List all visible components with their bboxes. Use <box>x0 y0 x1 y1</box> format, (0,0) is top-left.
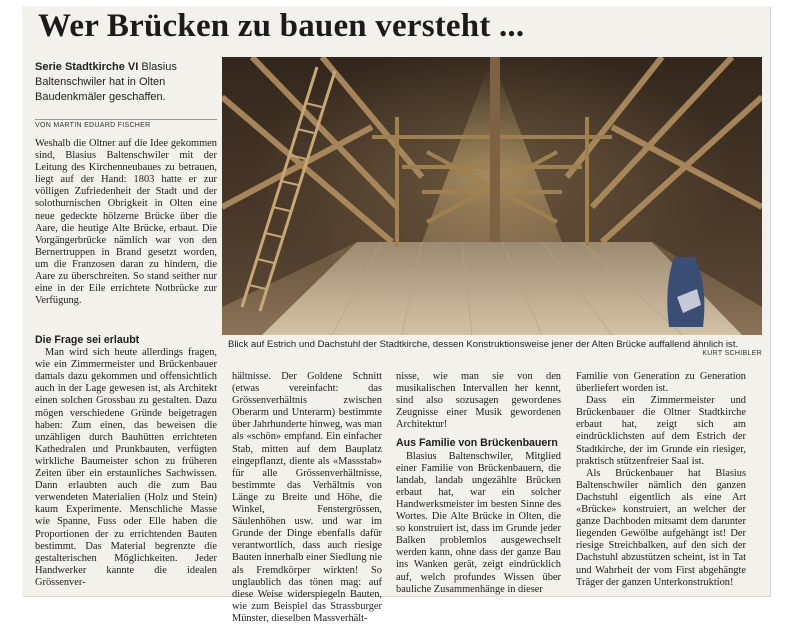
column-2 <box>232 371 382 625</box>
paragraph-intro: Weshalb die Oltner auf die Idee gekommen sind, Blasius Baltenschwiler mit der Leitung des Kirchenneubaues zu betrauen, liegt auf der Hand: 1803 hatte er zur völligen Zufriedenheit der Stadt und der solothurnischen Obrigkeit in Olten eine neue gedeckte hölzerne Brücke über die Aare, die heutige Alte Brücke, erbaut. Die Vorgängerbrücke nämlich war von den Bernertruppen in Brand gesetzt worden, um die Franzosen daran zu hindern, die Aare zu überschreiten. So stand seither nur eine in der Eile errichtete Notbrücke zur Verfügung. <box>35 138 217 307</box>
article-byline: VON MARTIN EDUARD FISCHER <box>35 119 217 129</box>
photo-credit: KURT SCHIBLER <box>702 350 762 357</box>
subhead-frage: Die Frage sei erlaubt <box>35 334 140 346</box>
attic-photo <box>222 57 762 335</box>
paragraph-frage: Man wird sich heute allerdings fragen, wie ein Zimmermeister und Brückenbauer damals dazu gekommen und offensichtlich auch in der Lage gewesen ist, als Architekt einen solchen Grossbau zu gestalten. Dazu mögen verschiedene Gründe beigetragen haben: Zum einen, das beweisen die unzähligen durch Bauhütten errichteten Kathedralen und Prunkbauten, verfügten wirkliche Baumeister schon zu früheren Zeiten über ein erstaunliches Sachwissen. Dann erlaubten auch die zum Bau verwendeten Materialien (Holz und Stein) kaum Experimente. Menschliche Masse wie Spanne, Fuss oder Elle haben die Proportionen der zu errichtenden Bauten bestimmt. Das Material begrenzte die gestalterischen Möglichkeiten. Jeder Handwerker kannte die idealen Grössenver- <box>35 347 217 588</box>
paragraph-familie: Blasius Baltenschwiler, Mitglied einer Familie von Brückenbauern, die landab, landab ungezählte Brücken erbaut hat, war ein solcher Handwerksmeister im besten Sinne des Wortes. Die Alte Brücke in Olten, die so konstruiert ist, dass im Grunde jeder Balken problemlos ausgewechselt werden kann, ohne dass der ganze Bau ins Wanken gerät, zeigt eindrücklich auf, welch profundes Wissen über bauliche Zusammenhänge in dieser <box>396 450 561 595</box>
paragraph-goldener-schnitt: hältnisse. Der Goldene Schnitt (etwas vereinfacht: das Grössenverhältnis zwischen Oberarm und Unterarm) bestimmte über Jahrhunderte hinweg, was man als «schön» empfand. Ein einfacher Stab, mitten auf dem Bauplatz eingepflanzt, diente als «Massstab» für alle Grössenverhältnisse, bestimmte das Verhältnis von Länge zu Breite und Höhe, die Winkel, Fenstergrössen, Säulenhöhen usw. und war im Grunde der Dinge ebenfalls dafür verantwortlich, dass auch riesige Bauten innerhalb einer Siedlung nie als Fremdkörper wirkten! So unglaublich das tönen mag: auf diese Weise widerspiegeln Bauten, wie zum Beispiel das Strassburger Münster, dieselben Massverhält- <box>232 371 382 624</box>
lead-label: Serie Stadtkirche VI <box>35 61 139 73</box>
article-headline: Wer Brücken zu bauen versteht ... <box>38 8 525 44</box>
paragraph-generation: Familie von Generation zu Generation überliefert worden ist. <box>576 371 746 395</box>
column-3 <box>396 371 561 596</box>
paragraph-estrich: Dass ein Zimmermeister und Brückenbauer die Oltner Stadtkirche erbaut hat, zeigt sich am eindrücklichsten auf dem Estrich der Stadtkirche, der im Grunde ein riesiger, praktisch stützenfreier Saal ist. <box>576 395 746 467</box>
lead-text: Blasius Baltenschwiler hat in Olten Baudenkmäler geschaffen. <box>35 61 177 103</box>
paragraph-bruecke: Als Brückenbauer hat Blasius Baltenschwiler nämlich den ganzen Dachstuhl eigentlich als eine Art «Brücke» konstruiert, an welcher der ganze Dachboden mitsamt dem darunter liegenden Gewölbe aufgehängt ist! Der riesige Streichbalken, auf den sich der Dachstuhl abzustützen scheint, ist in Tat und Wahrheit der vom First abgehängte Träger der ganzen Unterkonstruktion! <box>576 467 746 588</box>
roof-truss-illustration <box>222 57 762 335</box>
subhead-familie: Aus Familie von Brückenbauern <box>396 437 558 450</box>
column-1-top <box>35 138 217 307</box>
article-lead <box>35 60 217 105</box>
photo-caption: Blick auf Estrich und Dachstuhl der Stadtkirche, dessen Konstruktionsweise jener der Alten Brücke auffallend ähnlich ist. <box>228 339 739 350</box>
column-1-bottom <box>35 328 217 589</box>
paragraph-musik: nisse, wie man sie von den musikalischen Intervallen her kennt, sind also sozusagen gewordenes Zeugnisse einer Musik gewordenen Architektur! <box>396 371 561 431</box>
column-4 <box>576 371 746 589</box>
